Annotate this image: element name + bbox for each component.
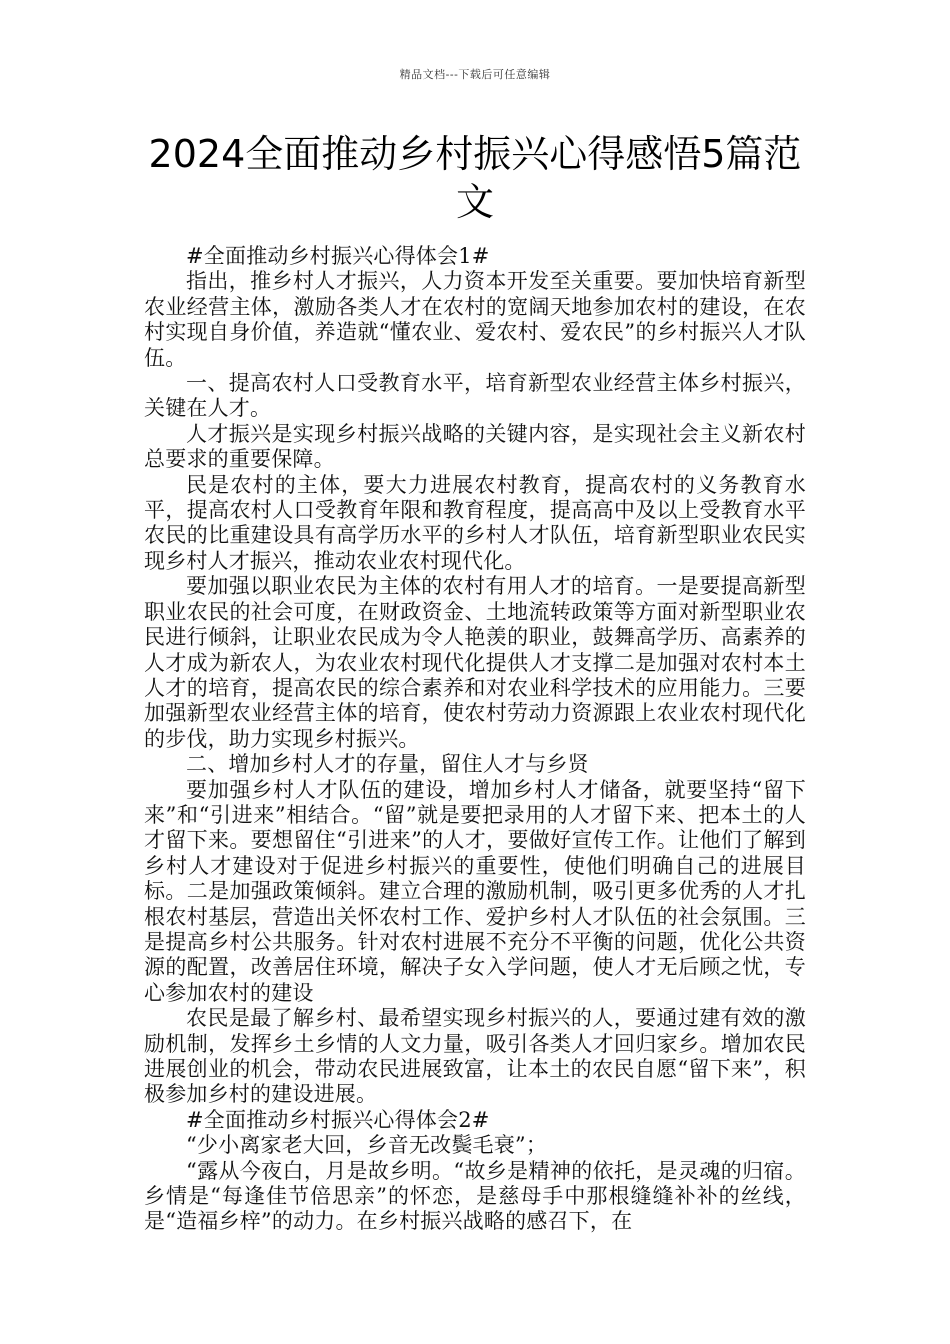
page-header-note: 精品文档---下载后可任意编辑 [399, 68, 551, 81]
body-paragraph: 要加强乡村人才队伍的建设，增加乡村人才储备，就要坚持“留下来”和“引进来”相结合。“留”就是要把录用的人才留下来、把本土的人才留下来。要想留住“引进来”的人才，要做好宣传工作。让他们了解到乡村人才建设对于促进乡村振兴的重要性，使他们明确自己的进展目标。二是加强政策倾斜。建立合理的激励机制，吸引更多优秀的人才扎根农村基层，营造出关怀农村工作、爱护乡村人才队伍的社会氛围。三是提高乡村公共服务。针对农村进展不充分不平衡的问题，优化公共资源的配置，改善居住环境，解决子女入学问题，使人才无后顾之忧，专心参加农村的建设 [144, 777, 806, 1005]
poem-quote: “少小离家老大回，乡音无改鬓毛衰”； [186, 1133, 548, 1158]
body-paragraph: 指出，推乡村人才振兴，人力资本开发至关重要。要加快培育新型农业经营主体，激励各类人才在农村的宽阔天地参加农村的建设，在农村实现自身价值，养造就“懂农业、爱农村、爱农民”的乡村振兴人才队伍。 [144, 269, 806, 370]
body-paragraph: 民是农村的主体，要大力进展农村教育，提高农村的义务教育水平，提高农村人口受教育年限和教育程度，提高高中及以上受教育水平农民的比重建设具有高学历水平的乡村人才队伍，培育新型职业农民实现乡村人才振兴，推动农业农村现代化。 [144, 472, 806, 573]
body-paragraph: 农民是最了解乡村、最希望实现乡村振兴的人，要通过建有效的激励机制，发挥乡土乡情的人文力量，吸引各类人才回归家乡。增加农民进展创业的机会，带动农民进展致富，让本土的农民自愿“留下来”，积极参加乡村的建设进展。 [144, 1006, 806, 1107]
sub-heading-1: 一、提高农村人口受教育水平，培育新型农业经营主体乡村振兴，关键在人才。 [144, 371, 806, 421]
body-paragraph: 要加强以职业农民为主体的农村有用人才的培育。一是要提高新型职业农民的社会可度，在财政资金、土地流转政策等方面对新型职业农民进行倾斜，让职业农民成为令人艳羡的职业，鼓舞高学历、高素养的人才成为新农人，为农业农村现代化提供人才支撑二是加强对农村本土人才的培育，提高农民的综合素养和对农业科学技术的应用能力。三要加强新型农业经营主体的培育，使农村劳动力资源跟上农业农村现代化的步伐，助力实现乡村振兴。 [144, 574, 806, 751]
section-heading-2: #全面推动乡村振兴心得体会2# [186, 1107, 490, 1132]
document-body [144, 244, 806, 1235]
sub-heading-2: 二、增加乡村人才的存量，留住人才与乡贤 [186, 752, 589, 777]
body-paragraph: 人才振兴是实现乡村振兴战略的关键内容，是实现社会主义新农村总要求的重要保障。 [144, 421, 806, 472]
section-heading-1: #全面推动乡村振兴心得体会1# [186, 244, 490, 268]
document-title: 2024全面推动乡村振兴心得感悟5篇范文 [148, 132, 802, 224]
body-paragraph: “露从今夜白，月是故乡明。“故乡是精神的依托，是灵魂的归宿。乡情是“每逢佳节倍思亲”的怀恋，是慈母手中那根缝缝补补的丝线，是“造福乡梓”的动力。在乡村振兴战略的感召下，在 [144, 1158, 806, 1234]
